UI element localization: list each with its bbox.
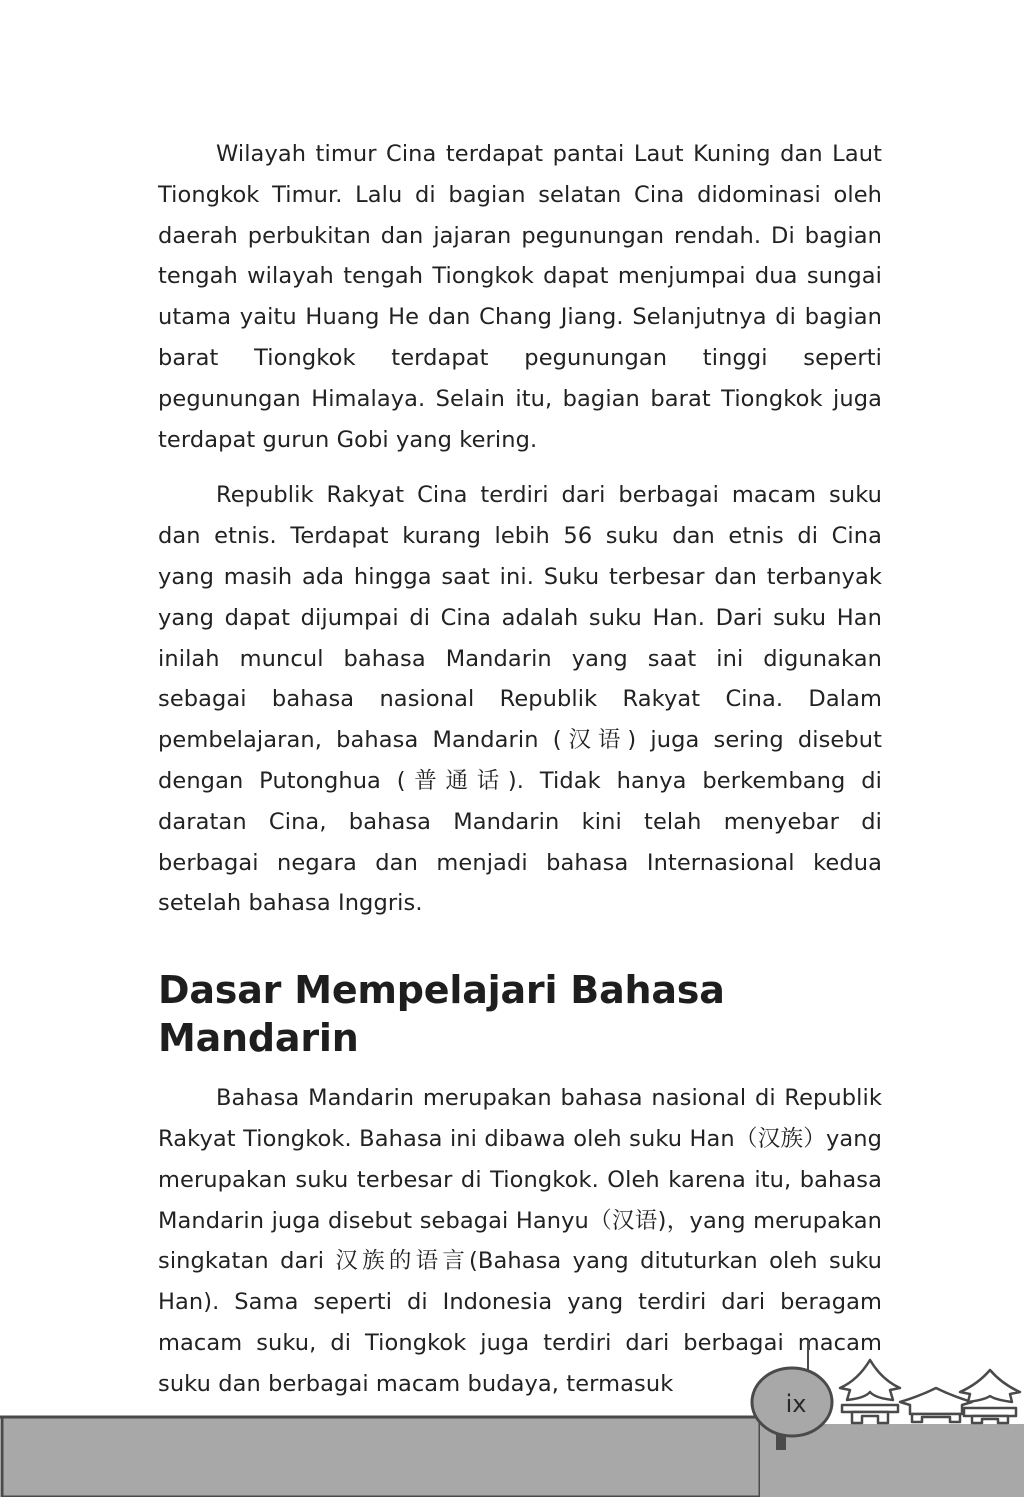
paragraph-geography: Wilayah timur Cina terdapat pantai Laut Kuning dan Laut Tiongkok Timur. Lalu di bagian selatan Cina didominasi oleh daerah perbukitan dan jajaran pegunungan rendah. Di bagian tengah wilayah tengah Tiongkok dapat menjumpai dua sungai utama yaitu Huang He dan Chang Jiang. Selanjutnya di bagian barat Tiongkok terdapat pegunungan tinggi seperti pegunungan Himalaya. Selain itu, bagian barat Tiongkok juga terdapat gurun Gobi yang kering. — [158, 141, 882, 453]
paragraph-mandarin-basics: Bahasa Mandarin merupakan bahasa nasional di Republik Rakyat Tiongkok. Bahasa ini dibawa oleh suku Han（汉族）yang merupakan suku terbesar di Tiongkok. Oleh karena itu, bahasa Mandarin juga disebut sebagai Hanyu（汉语)，yang merupakan singkatan dari 汉族的语言(Bahasa yang dituturkan oleh suku Han). Sama seperti di Indonesia yang terdiri dari beragam macam suku, di Tiongkok juga terdiri dari berbagai macam suku dan berbagai macam budaya, termasuk — [158, 1085, 882, 1397]
paragraph-ethnic-groups: Republik Rakyat Cina terdiri dari berbagai macam suku dan etnis. Terdapat kurang lebih 56 suku dan etnis di Cina yang masih ada hingga saat ini. Suku terbesar dan terbanyak yang dapat dijumpai di Cina adalah suku Han. Dari suku Han inilah muncul bahasa Mandarin yang saat ini digunakan sebagai bahasa nasional Republik Rakyat Cina. Dalam pembelajaran, bahasa Mandarin (汉语) juga sering disebut dengan Putonghua (普通话). Tidak hanya berkembang di daratan Cina, bahasa Mandarin kini telah menyebar di berbagai negara dan menjadi bahasa Internasional kedua setelah bahasa Inggris. — [158, 482, 882, 917]
pagoda-rooftops-icon — [840, 1360, 1020, 1423]
footer-band — [2, 1417, 760, 1497]
section-heading: Dasar Mempelajari Bahasa Mandarin — [158, 968, 725, 1061]
footer-decoration — [0, 1330, 1024, 1497]
page-content — [158, 134, 882, 1405]
page-number: ix — [785, 1390, 807, 1418]
